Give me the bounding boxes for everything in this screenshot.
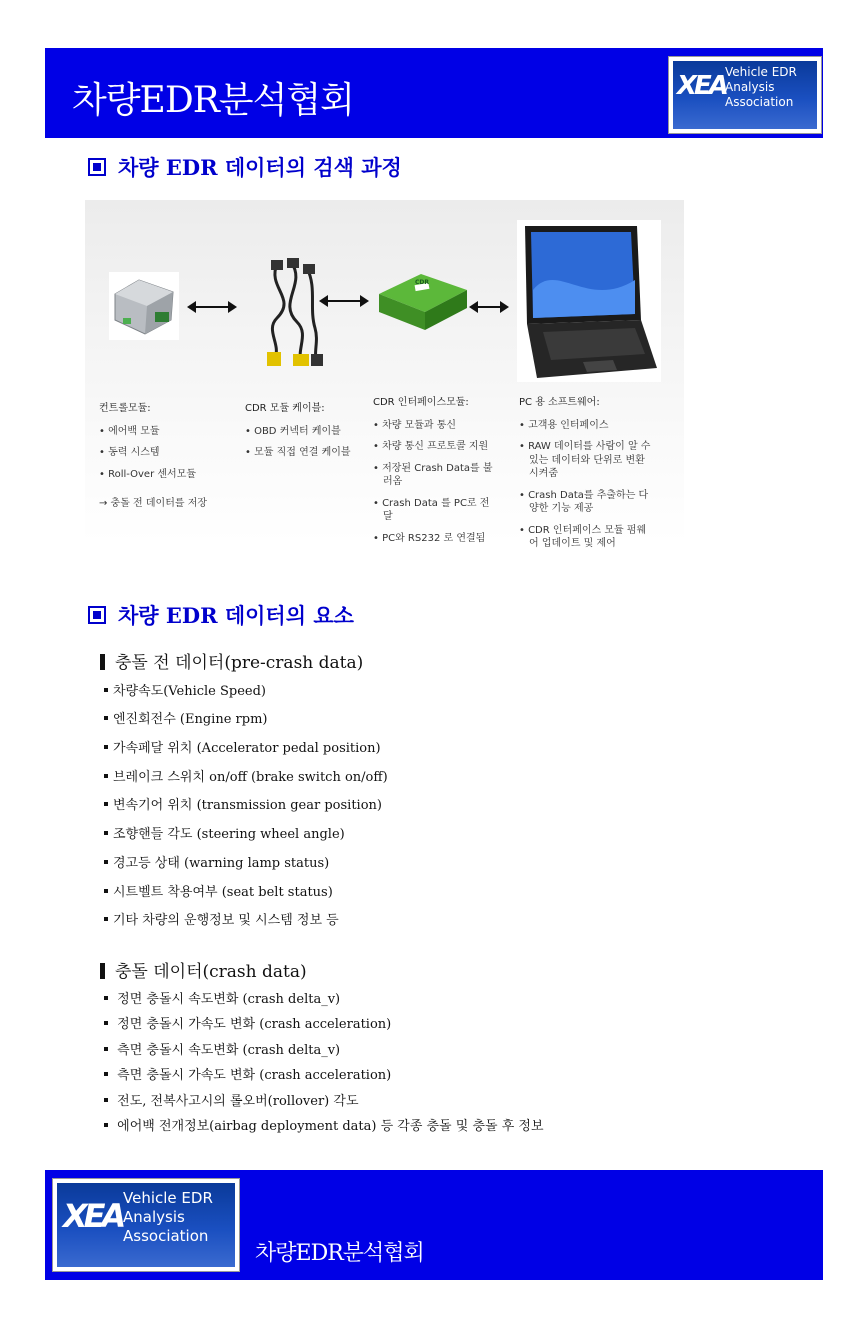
crash-item: 측면 충돌시 가속도 변화 (crash acceleration): [104, 1064, 391, 1083]
precrash-item: 차량속도(Vehicle Speed): [104, 680, 266, 699]
process-col-cable: [245, 402, 367, 468]
square-bullet-icon: [88, 606, 106, 624]
crash-item: 정면 충돌시 속도변화 (crash delta_v): [104, 988, 340, 1007]
cdr-interface-image: [375, 266, 471, 336]
arrow-1-icon: [189, 306, 235, 308]
col4-item: • Crash Data를 추출하는 다양한 기능 제공: [519, 489, 649, 514]
col3-item: • 차량 모듈과 통신: [373, 419, 457, 431]
logo-line1: Vehicle EDR: [725, 65, 797, 79]
precrash-item: 시트벨트 착용여부 (seat belt status): [104, 881, 333, 900]
section-title-elements: 차량 EDR 데이터의 요소: [88, 600, 354, 630]
square-bullet-icon: [88, 158, 106, 176]
cdr-label: CDR: [415, 279, 430, 286]
col1-note: → 충돌 전 데이터를 저장: [99, 498, 208, 509]
precrash-item: 엔진회전수 (Engine rpm): [104, 708, 267, 727]
precrash-item: 변속기어 위치 (transmission gear position): [104, 794, 382, 813]
col4-title: PC 용 소프트웨어:: [519, 397, 600, 408]
footer-logo-line2: Analysis: [123, 1207, 185, 1226]
col4-item: • RAW 데이터를 사람이 알 수 있는 데이터와 단위로 변환시켜줌: [519, 441, 651, 479]
process-col-software: [519, 396, 651, 559]
crash-item: 측면 충돌시 속도변화 (crash delta_v): [104, 1039, 340, 1058]
crash-item: 에어백 전개정보(airbag deployment data) 등 각종 충돌 및 충돌 후 정보: [104, 1115, 544, 1134]
cable-image: [257, 258, 329, 368]
header-title: 차량EDR분석협회: [72, 80, 354, 121]
precrash-item: 조향핸들 각도 (steering wheel angle): [104, 823, 345, 842]
precrash-item: 가속페달 위치 (Accelerator pedal position): [104, 737, 381, 756]
col1-item: • 에어백 모듈: [99, 425, 160, 437]
process-col-interface: [373, 396, 497, 553]
col2-title: CDR 모듈 케이블:: [245, 403, 325, 414]
col3-item: • PC와 RS232 로 연결됨: [373, 532, 486, 544]
col2-item: • OBD 커넥터 케이블: [245, 425, 341, 437]
process-diagram: [85, 200, 684, 549]
col3-title: CDR 인터페이스모듈:: [373, 397, 469, 408]
laptop-image: [517, 220, 661, 382]
col1-item: • 동력 시스템: [99, 447, 160, 458]
footer-logo: [52, 1178, 240, 1272]
process-col-control-module: [99, 402, 239, 511]
footer-logo-mark: XEA: [63, 1197, 123, 1235]
header-logo: [668, 56, 822, 134]
col2-item: • 모듈 직접 연결 케이블: [245, 447, 351, 458]
bar-bullet-icon: [100, 654, 105, 670]
arrow-3-icon: [471, 306, 507, 308]
col4-item: • CDR 인터페이스 모듈 펌웨어 업데이트 및 제어: [519, 524, 647, 549]
col1-title: 컨트롤모듈:: [99, 403, 151, 414]
crash-item: 전도, 전복사고시의 롤오버(rollover) 각도: [104, 1090, 359, 1109]
logo-line2: Analysis: [725, 80, 775, 94]
precrash-item: 경고등 상태 (warning lamp status): [104, 852, 329, 871]
footer-logo-line1: Vehicle EDR: [123, 1189, 213, 1207]
crash-heading: 충돌 데이터(crash data): [100, 957, 307, 982]
control-module-image: [109, 272, 179, 340]
col3-item: • 저장된 Crash Data를 불러옴: [373, 462, 493, 487]
precrash-heading: 충돌 전 데이터(pre-crash data): [100, 648, 363, 673]
footer-title: 차량EDR분석협회: [255, 1241, 424, 1266]
col3-item: • 차량 통신 프로토콜 지원: [373, 441, 489, 452]
col4-item: • 고객용 인터페이스: [519, 419, 609, 431]
logo-line3: Association: [725, 95, 794, 109]
arrow-2-icon: [321, 300, 367, 302]
bar-bullet-icon: [100, 963, 105, 979]
col3-item: • Crash Data 를 PC로 전달: [373, 497, 490, 522]
precrash-item: 브레이크 스위치 on/off (brake switch on/off): [104, 766, 388, 785]
section-title-search-process: 차량 EDR 데이터의 검색 과정: [88, 152, 402, 182]
footer-logo-line3: Association: [123, 1226, 209, 1245]
col1-item: • Roll-Over 센서모듈: [99, 468, 197, 480]
crash-item: 정면 충돌시 가속도 변화 (crash acceleration): [104, 1013, 391, 1032]
logo-mark: XEA: [677, 71, 726, 101]
precrash-item: 기타 차량의 운행정보 및 시스템 정보 등: [104, 909, 339, 928]
